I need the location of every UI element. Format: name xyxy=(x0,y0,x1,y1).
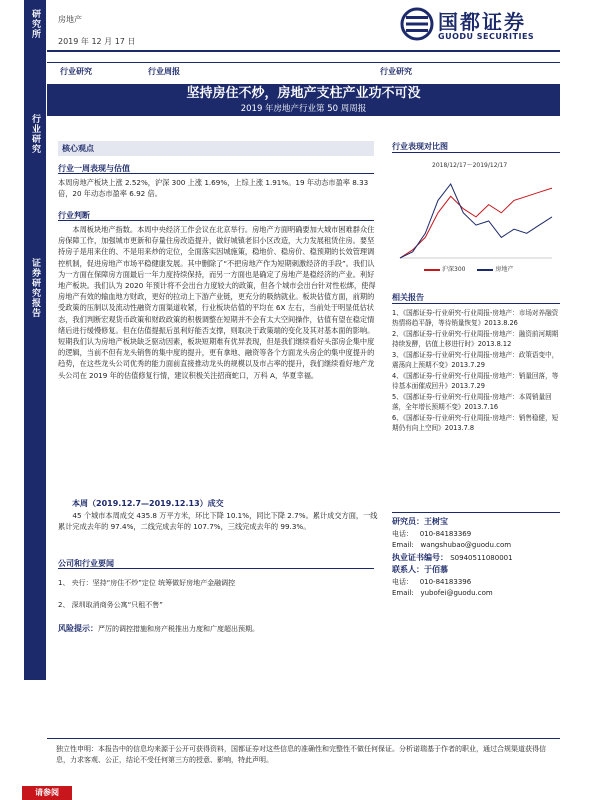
related-reports-list xyxy=(392,308,562,433)
related-report-item[interactable]: 6、《国都证券-行业研究-行业周报-房地产：销售稳健，短期仍有向上空间》2013.7.8 xyxy=(392,414,559,432)
tag-top-rule xyxy=(47,62,560,63)
chart-legend xyxy=(424,264,513,273)
core-view-heading: 核心观点 xyxy=(58,141,374,156)
related-report-item[interactable]: 2、《国都证券-行业研究-行业周报-房地产：融资前河期期持续发酵，估值上移进行时》2013.8.12 xyxy=(392,330,559,348)
related-report-item[interactable]: 3、《国都证券-行业研究-行业周报-房地产：政策语变中，震荡向上预期不变》2013.7.29 xyxy=(392,351,559,369)
chart-heading: 行业表现对比图 xyxy=(392,142,448,151)
tag-weekly: 行业周报 xyxy=(148,67,180,76)
logo-text-cn: 国都证券 xyxy=(438,10,526,34)
related-report-item[interactable]: 5、《国都证券-行业研究-行业周报-房地产：本周销量回落，全年增长预期不变》2013.7.16 xyxy=(392,393,552,411)
phone-value: 010-84183369 xyxy=(419,529,472,538)
legend-label-hs300: 沪深300 xyxy=(442,266,466,273)
sidebar-label-institute: 研究所 xyxy=(30,9,40,39)
email-value[interactable]: wangshubao@guodu.com xyxy=(420,541,512,549)
contact-label: 联系人： xyxy=(392,565,424,574)
independence-disclaimer: 独立性申明：本报告中的信息均来源于公开可获得资料，国都证券对这些信息的准确性和完整性不做任何保证。分析诺瑞基于作者的职业，通过合规渠道获得信息，力求客观、公正，结论不受任何第三方的授意、影响，特此声明。 xyxy=(56,745,546,764)
news-heading: 公司和行业要闻 xyxy=(58,559,114,568)
sidebar-label-industry-research: 行业研究 xyxy=(30,114,40,154)
header-divider xyxy=(47,50,560,52)
news-item: 1、 央行：坚持“房住不炒”定位 统筹做好房地产金融调控 xyxy=(58,579,236,587)
phone-row xyxy=(392,529,562,541)
tag-industry-research-right: 行业研究 xyxy=(380,67,412,76)
report-title: 坚持房住不炒，房地产支柱产业功不可没 xyxy=(186,86,421,101)
judgement-heading: 行业判断 xyxy=(58,211,90,220)
logo-text-en: GUODU SECURITIES xyxy=(438,32,535,41)
contact-block xyxy=(392,516,562,600)
phone-label: 电话： xyxy=(392,529,413,538)
cert-value: S0940511080001 xyxy=(450,553,513,562)
weekly-deals-text: 45 个城市本周成交 435.8 万平方米，环比下降 10.1%，同比下降 2.7%。累计成交方面，一线累计完成去年的 97.4%，二线完成去年的 107.7%，三线完成去年的 99.3%。 xyxy=(58,511,378,532)
phone-label: 电话： xyxy=(392,577,413,586)
sidebar-label-securities-report: 证券研究报告 xyxy=(30,258,40,318)
news-item: 2、 深圳取消商务公寓“只租不售” xyxy=(58,601,163,609)
performance-text: 本周房地产板块上涨 2.52%，沪深 300 上涨 1.69%，上综上涨 1.91%。19 年动态市盈率 8.33 倍，20 年动态市盈率 6.92 倍。 xyxy=(58,178,369,199)
researcher-name: 王树宝 xyxy=(424,517,448,526)
news-rule xyxy=(58,568,374,569)
contact-name: 于佰慕 xyxy=(424,565,448,574)
chart-date-range: 2018/12/17～2019/12/17 xyxy=(432,162,508,169)
related-reports-heading: 相关报告 xyxy=(392,293,424,302)
left-sidebar xyxy=(24,0,46,680)
chart-rule xyxy=(392,152,560,153)
contact-rule xyxy=(392,512,560,513)
phone-value: 010-84183396 xyxy=(419,577,472,586)
legend-label-realestate: 房地产 xyxy=(495,266,514,273)
weekly-deals-heading: 本周（2019.12.7—2019.12.13）成交 xyxy=(72,499,224,508)
contact-row xyxy=(392,564,562,577)
performance-heading: 行业一周表现与估值 xyxy=(58,164,130,173)
judgement-rule xyxy=(58,220,374,221)
chart-series-line-0 xyxy=(400,188,552,258)
researcher-row xyxy=(392,516,562,529)
related-report-item[interactable]: 4、《国都证券-行业研究-行业周报-房地产：销量回落，等待基本面催成回升》2013.7.29 xyxy=(392,372,559,390)
footer-rule xyxy=(47,738,560,739)
title-bar xyxy=(47,84,560,116)
judgement-text: 本周板块地产指数。本周中央经济工作会议在北京举行。房地产方面明确要加大城市困难群众住房保障工作，加强城市更新和存量住房改造提升，做好城镇老旧小区改造，大力发展租赁住房。要坚持房子是用来住的、不是用来炒的定位，全面落实因城施策，稳地价、稳房价、稳预期的长效管理调控机制，促进房地产市场平稳健康发展。其中删除了“不把房地产作为短期刺激经济的手段”。我们认为一方面在保障房方面最后一年力度持续保持，而另一方面也是确定了房地产是稳经济的产业。利好地产板块。我们认为 2020 年预计将不会出台力度较大的政策，但各个城市会出台针对性松绑，使得房地产有效的输血地方财政，更好的拉动上下游产业链，更充分的吸纳就业。板块估值方面，前期的受政策的压制以及流动性融资方面渠道收紧，行业板块估值的平均在 6X 左右，当前处于明显低估状态，我们判断宏观货币政策和财政政策的积极调整在短期并不会有太大空间操作，估值有望在稳定情绪后进行缓慢修复。但在估值提振后虽利好能否支撑，则取决于政策端的变化及其对基本面的影响。短期我们认为房地产板块缺乏驱动因素，板块短期难有优异表现，但是我们继续看好头部房企集中度的逻辑，当前不但有龙头销售的集中度的提升，更有拿地、融资等各个方面龙头房企的集中度提升的趋势，在这些龙头公司优秀的能力面前直接推动龙头的规模以及市占率的提升，我们继续看好地产龙头公司在 2019 年的估值修复行情，建议积极关注招商蛇口，万科 A，华夏幸福。 xyxy=(58,225,376,380)
researcher-label: 研究员： xyxy=(392,517,424,526)
email-row xyxy=(392,588,562,600)
header-date: 2019 年 12 月 17 日 xyxy=(58,37,136,46)
email-label: Email: xyxy=(392,589,414,597)
risk-warning xyxy=(58,624,378,635)
related-report-item[interactable]: 1、《国都证券-行业研究-行业周报-房地产：市场对养融资热情将趋平静，等待销量恢复》2013.8.26 xyxy=(392,309,559,327)
footer-badge: 请参阅 xyxy=(22,786,72,800)
email-value[interactable]: yubofei@guodu.com xyxy=(420,589,493,597)
performance-rule xyxy=(58,173,374,174)
logo-emblem-icon xyxy=(400,7,434,41)
related-rule xyxy=(392,303,560,304)
cert-row xyxy=(392,552,562,565)
risk-label: 风险提示： xyxy=(58,624,98,633)
phone-row xyxy=(392,577,562,589)
cert-label: 执业证书编号： xyxy=(392,552,448,562)
header-industry: 房地产 xyxy=(58,15,82,24)
report-subtitle: 2019 年房地产行业第 50 周周报 xyxy=(240,104,367,114)
risk-text: 严厉的调控措施和房产税推出力度和广度超出预期。 xyxy=(98,625,259,633)
tag-industry-research: 行业研究 xyxy=(60,67,92,76)
company-logo xyxy=(400,4,560,48)
email-label: Email: xyxy=(392,541,414,549)
email-row xyxy=(392,540,562,552)
legend-swatch-realestate xyxy=(477,269,493,271)
legend-swatch-hs300 xyxy=(424,269,440,271)
